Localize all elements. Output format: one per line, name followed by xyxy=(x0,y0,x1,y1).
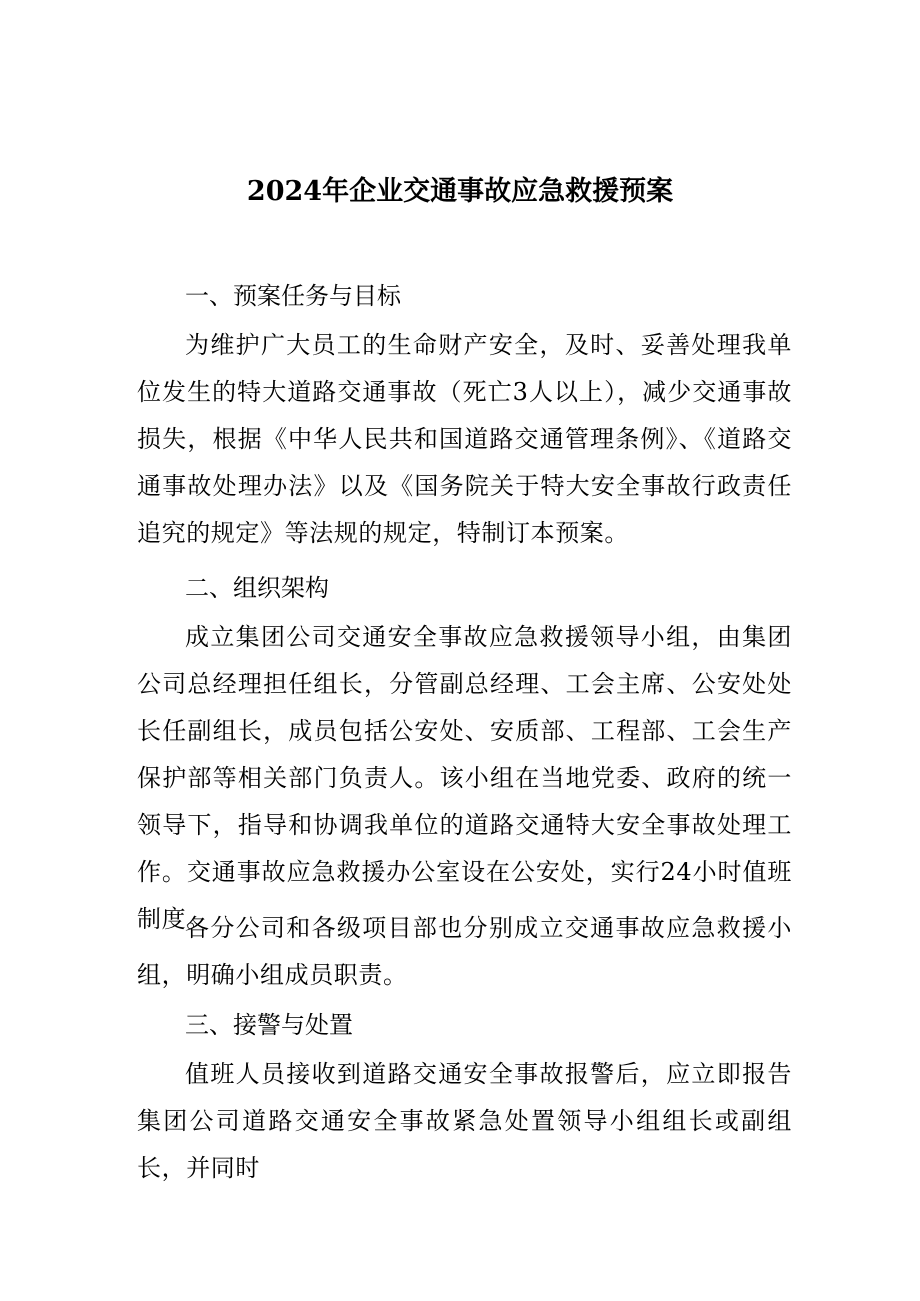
section-heading-2: 二、组织架构 xyxy=(185,574,329,602)
document-title: 2024年企业交通事故应急救援预案 xyxy=(246,176,674,207)
section-2-paragraph-2: 各分公司和各级项目部也分别成立交通事故应急救援小组，明确小组成员职责。 xyxy=(137,914,792,989)
section-2-paragraph-1: 成立集团公司交通安全事故应急救援领导小组，由集团公司总经理担任组长，分管副总经理、工会主席、公安处处长任副组长，成员包括公安处、安质部、工程部、工会生产保护部等相关部门负责人。该小组在当地党委、政府的统一领导下，指导和协调我单位的道路交通特大安全事故处理工作。交通事故应急救援办公室设在公安处，实行24小时值班制度。 xyxy=(137,623,792,933)
section-heading-3: 三、接警与处置 xyxy=(185,1011,353,1039)
section-3-paragraph-1: 值班人员接收到道路交通安全事故报警后，应立即报告集团公司道路交通安全事故紧急处置领导小组组长或副组长，并同时 xyxy=(137,1060,792,1182)
section-heading-1: 一、预案任务与目标 xyxy=(185,282,401,310)
section-1-paragraph-1: 为维护广大员工的生命财产安全，及时、妥善处理我单位发生的特大道路交通事故（死亡3人以上），减少交通事故损失，根据《中华人民共和国道路交通管理条例》、《道路交通事故处理办法》以及《国务院关于特大安全事故行政责任追究的规定》等法规的规定，特制订本预案。 xyxy=(137,331,792,547)
